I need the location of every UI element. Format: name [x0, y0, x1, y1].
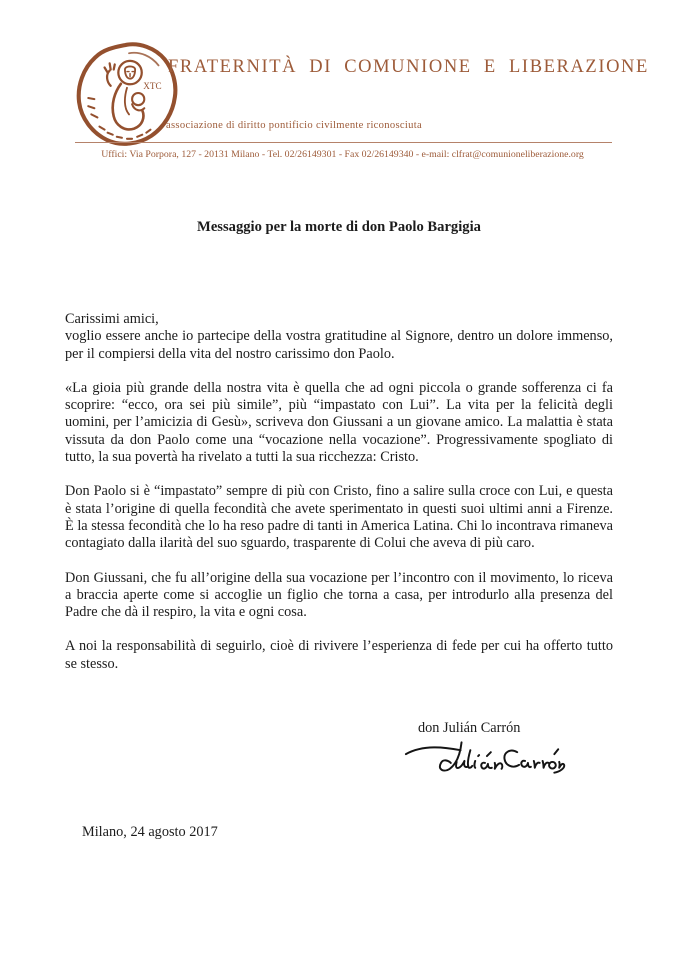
paragraph-5: A noi la responsabilità di seguirlo, cioè di rivivere l’esperienza di fede per cui ha offerto tutto se stesso.: [65, 638, 613, 672]
paragraph-1: voglio essere anche io partecipe della vostra gratitudine al Signore, dentro un dolore immenso, per il compiersi della vita del nostro carissimo don Paolo.: [65, 328, 613, 362]
letterhead-divider: [75, 142, 612, 143]
org-subtitle: associazione di diritto pontificio civilmente riconosciuta: [166, 120, 422, 131]
document-title: Messaggio per la morte di don Paolo Bargigia: [197, 219, 481, 235]
paragraph-2: «La gioia più grande della nostra vita è quella che ad ogni piccola o grande sofferenza ci fa scoprire: “ecco, ora sei più simile”, più “impastato con Lui”. La vita per la felicità degli uomini, per l’amicizia di Gesù», scriveva don Giussani a un giovane amico. La malattia è stata vissuta da don Paolo come una “vocazione nella vocazione”. Progressivamente spogliato di tutto, la sua povertà ha rivelato a tutti la sua ricchezza: Cristo.: [65, 379, 613, 466]
paragraph-3: Don Paolo si è “impastato” sempre di più con Cristo, fino a salire sulla croce con Lui, e questa è stata l’origine di quella fecondità che avete sperimentato in questi suoi ultimi anni a Firenze. È la stessa fecondità che lo ha reso padre di tanti in America Latina. Chi lo incontrava rimaneva contagiato dalla ilarità del suo sguardo, trasparente di Colui che aveva di più caro.: [65, 483, 613, 552]
handwritten-signature-icon: [400, 737, 568, 781]
org-name: FRATERNITÀ DI COMUNIONE E LIBERAZIONE: [168, 57, 649, 77]
letter-body: [65, 311, 613, 673]
contact-line: Uffici: Via Porpora, 127 - 20131 Milano - Tel. 02/26149301 - Fax 02/26149340 - e-mail: clfrat@comunioneliberazione.org: [101, 149, 584, 160]
signature-name: don Julián Carrón: [418, 720, 521, 736]
svg-text:XTC: XTC: [143, 80, 162, 91]
dateline: Milano, 24 agosto 2017: [82, 824, 218, 840]
comunione-liberazione-seal-icon: [74, 40, 182, 150]
paragraph-4: Don Giussani, che fu all’origine della sua vocazione per l’incontro con il movimento, lo riceva a braccia aperte come si accoglie un figlio che torna a casa, per introdurlo alla presenza del Padre che dà il respiro, la vita e ogni cosa.: [65, 569, 613, 621]
salutation: Carissimi amici,: [65, 311, 159, 327]
